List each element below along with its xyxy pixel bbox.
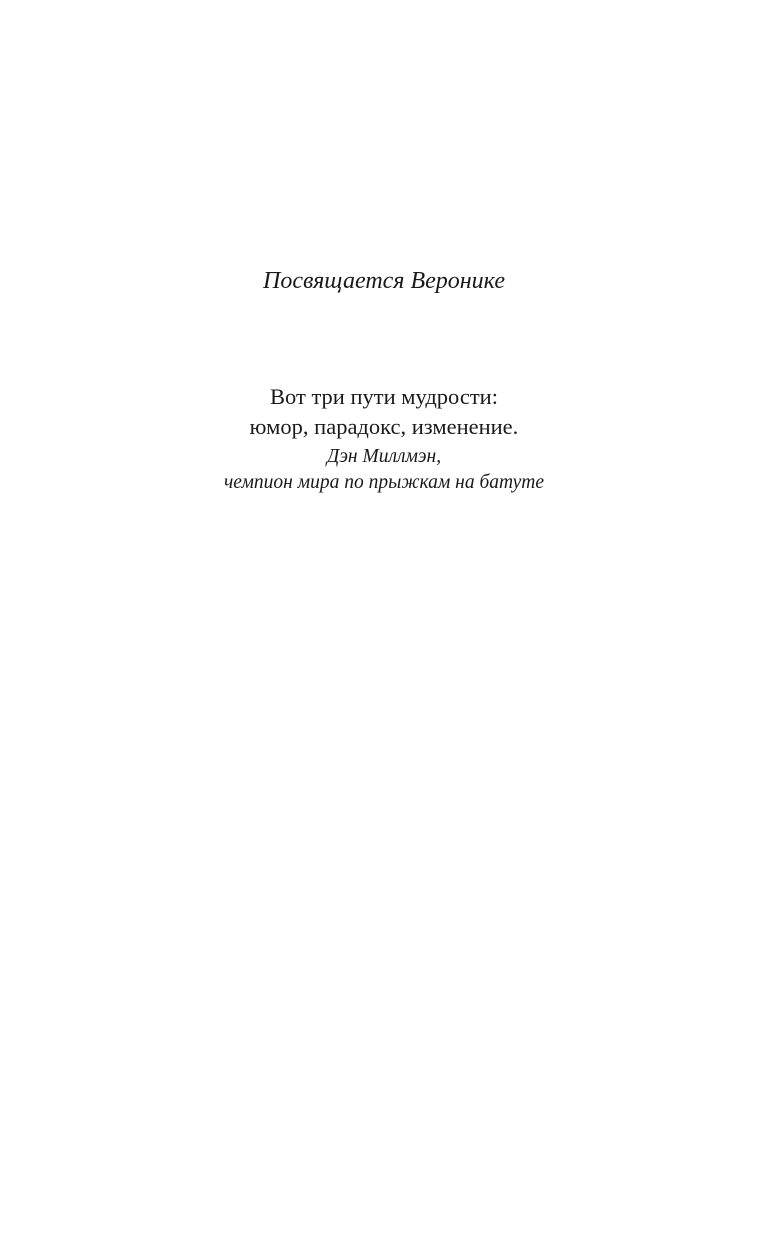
epigraph-line-2: юмор, парадокс, изменение. <box>249 414 519 439</box>
epigraph-author-title: чемпион мира по прыжкам на батуте <box>223 472 545 493</box>
epigraph-line-1: Вот три пути мудрости: <box>270 384 498 409</box>
epigraph-author: Дэн Миллмэн, <box>326 446 442 467</box>
dedication-text: Посвящается Веронике <box>263 268 505 294</box>
